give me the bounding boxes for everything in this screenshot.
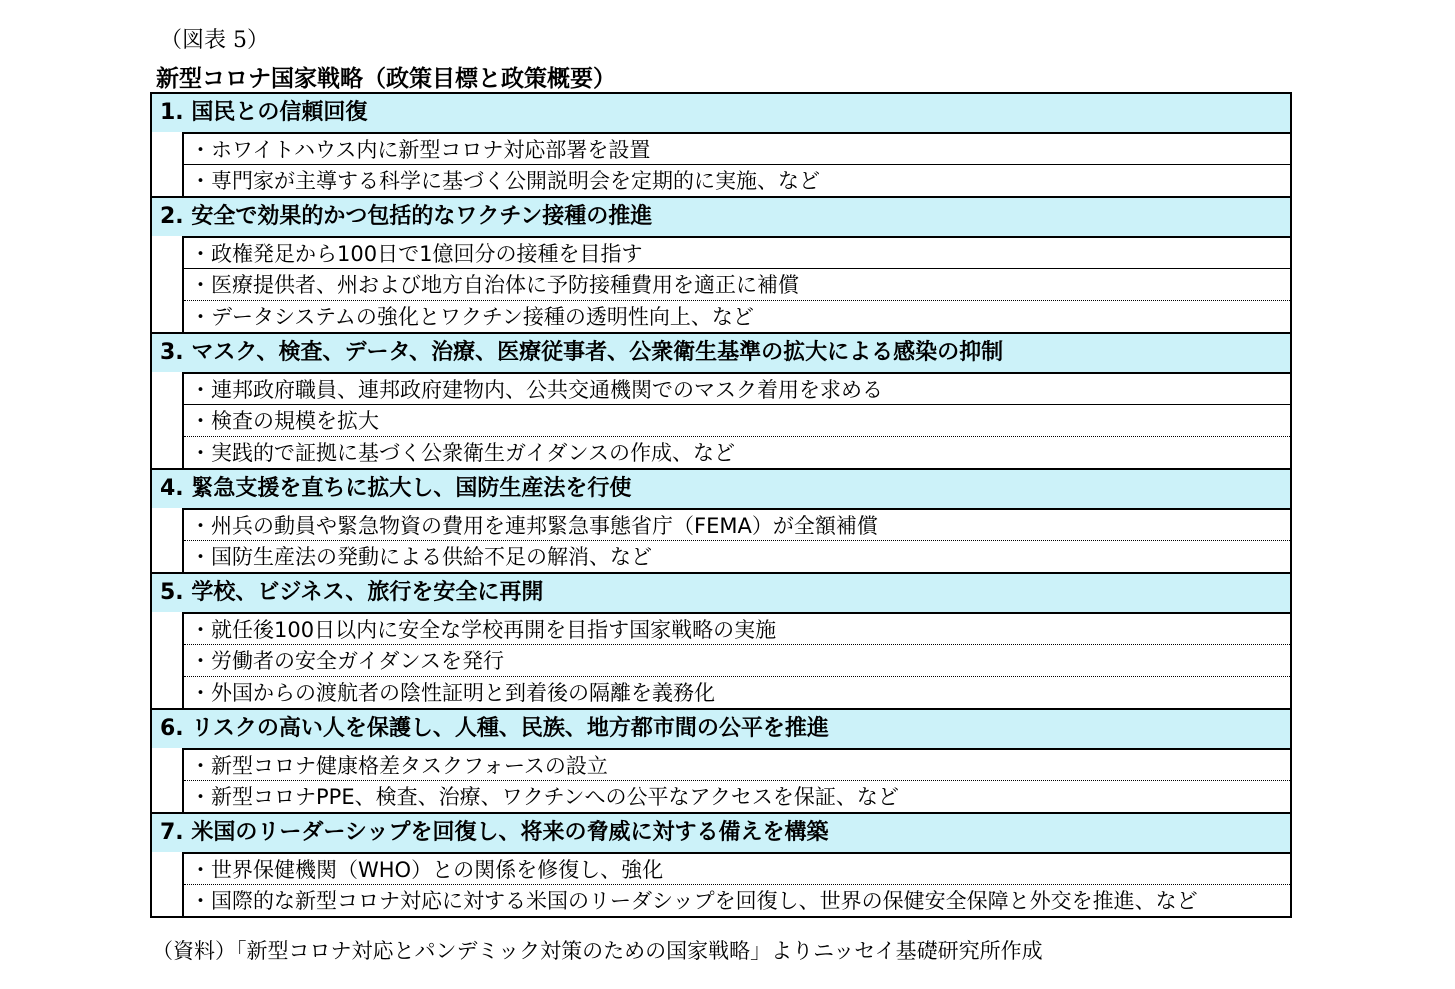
policy-item: ・外国からの渡航者の陰性証明と到着後の隔離を義務化 (184, 676, 1290, 708)
section-heading: 4. 緊急支援を直ちに拡大し、国防生産法を行使 (152, 470, 1290, 508)
policy-item: ・州兵の動員や緊急物資の費用を連邦緊急事態省庁（FEMA）が全額補償 (184, 508, 1290, 540)
policy-section-4 (152, 470, 1290, 574)
policy-item: ・実践的で証拠に基づく公衆衛生ガイダンスの作成、など (184, 436, 1290, 468)
policy-item: ・就任後100日以内に安全な学校再開を目指す国家戦略の実施 (184, 612, 1290, 644)
section-items (182, 748, 1290, 812)
policy-section-2 (152, 198, 1290, 334)
policy-section-1 (152, 94, 1290, 198)
policy-section-7 (152, 814, 1290, 918)
section-items (182, 236, 1290, 332)
policy-item: ・医療提供者、州および地方自治体に予防接種費用を適正に補償 (184, 268, 1290, 300)
policy-item: ・国際的な新型コロナ対応に対する米国のリーダシップを回復し、世界の保健安全保障と外交を推進、など (184, 884, 1290, 916)
section-heading: 2. 安全で効果的かつ包括的なワクチン接種の推進 (152, 198, 1290, 236)
policy-item: ・新型コロナPPE、検査、治療、ワクチンへの公平なアクセスを保証、など (184, 780, 1290, 812)
policy-item: ・連邦政府職員、連邦政府建物内、公共交通機関でのマスク着用を求める (184, 372, 1290, 404)
policy-section-3 (152, 334, 1290, 470)
section-items (182, 132, 1290, 196)
policy-section-6 (152, 710, 1290, 814)
policy-table (150, 92, 1292, 918)
section-heading: 7. 米国のリーダーシップを回復し、将来の脅威に対する備えを構築 (152, 814, 1290, 852)
section-items (182, 612, 1290, 708)
section-items (182, 852, 1290, 916)
section-heading: 6. リスクの高い人を保護し、人種、民族、地方都市間の公平を推進 (152, 710, 1290, 748)
policy-item: ・世界保健機関（WHO）との関係を修復し、強化 (184, 852, 1290, 884)
section-items (182, 372, 1290, 468)
policy-item: ・政権発足から100日で1億回分の接種を目指す (184, 236, 1290, 268)
policy-item: ・国防生産法の発動による供給不足の解消、など (184, 540, 1290, 572)
policy-item: ・労働者の安全ガイダンスを発行 (184, 644, 1290, 676)
table-title: 新型コロナ国家戦略（政策目標と政策概要） (156, 66, 616, 92)
policy-item: ・専門家が主導する科学に基づく公開説明会を定期的に実施、など (184, 164, 1290, 196)
policy-section-5 (152, 574, 1290, 710)
policy-item: ・ホワイトハウス内に新型コロナ対応部署を設置 (184, 132, 1290, 164)
figure-label: （図表 5） (160, 28, 269, 53)
policy-item: ・検査の規模を拡大 (184, 404, 1290, 436)
policy-item: ・データシステムの強化とワクチン接種の透明性向上、など (184, 300, 1290, 332)
section-heading: 3. マスク、検査、データ、治療、医療従事者、公衆衛生基準の拡大による感染の抑制 (152, 334, 1290, 372)
section-items (182, 508, 1290, 572)
section-heading: 1. 国民との信頼回復 (152, 94, 1290, 132)
source-note: （資料）「新型コロナ対応とパンデミック対策のための国家戦略」よりニッセイ基礎研究所作成 (152, 939, 1043, 963)
section-heading: 5. 学校、ビジネス、旅行を安全に再開 (152, 574, 1290, 612)
policy-item: ・新型コロナ健康格差タスクフォースの設立 (184, 748, 1290, 780)
